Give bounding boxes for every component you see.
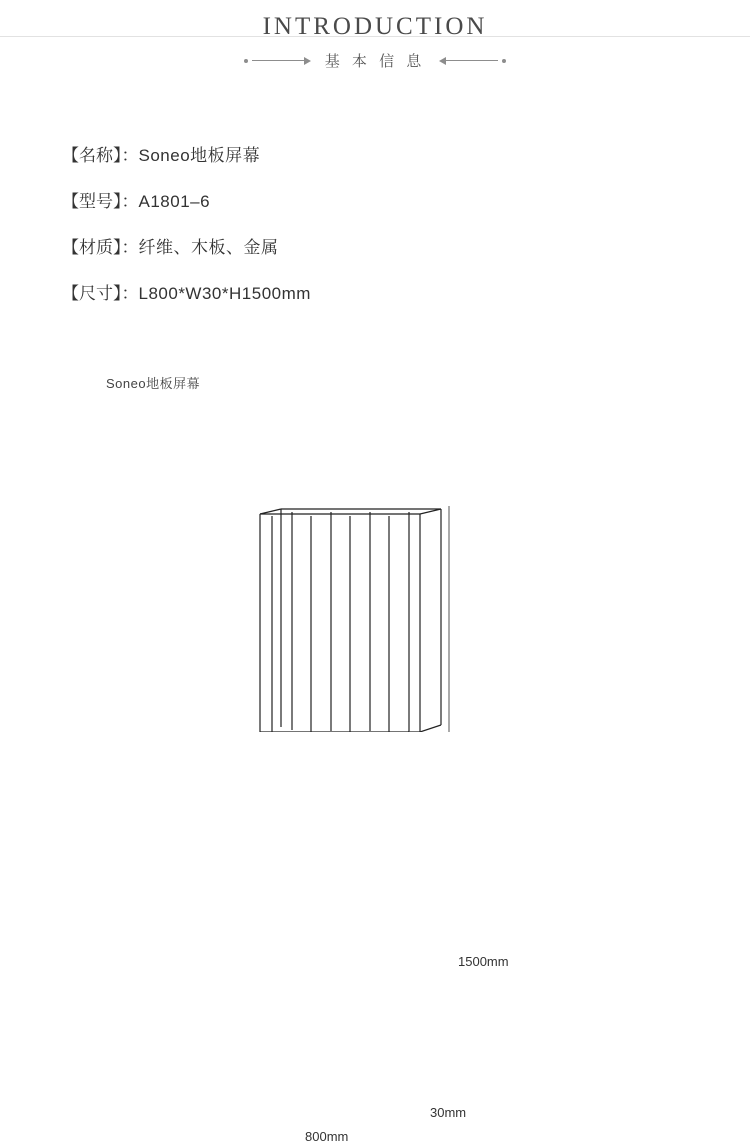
- rule-line: [446, 60, 498, 61]
- page-subtitle: 基 本 信 息: [324, 53, 426, 70]
- product-spec-list: [0, 133, 750, 317]
- spec-label-name: 【名称】：: [62, 146, 139, 165]
- screen-diagram-svg: [0, 402, 750, 732]
- dimension-label-width: 800mm: [305, 1129, 349, 1144]
- ornament-left: [240, 57, 311, 65]
- ornament-right: [439, 57, 510, 65]
- header-subtitle-row: [0, 50, 750, 71]
- spec-row-name: [62, 133, 750, 179]
- dimension-label-depth: 30mm: [430, 1105, 467, 1120]
- spec-value-material: 纤维、木板、金属: [138, 238, 279, 257]
- screen-top-right-depth: [420, 509, 441, 514]
- figure-caption: Soneo地板屏幕: [106, 376, 201, 391]
- screen-bottom-right-depth: [420, 725, 441, 732]
- spec-label-size: 【尺寸】：: [62, 284, 139, 303]
- dot-icon: [502, 59, 506, 63]
- product-line-drawing: [0, 402, 750, 1144]
- spec-value-name: Soneo地板屏幕: [138, 146, 261, 165]
- arrow-left-icon: [439, 57, 446, 65]
- spec-label-model: 【型号】：: [62, 192, 139, 211]
- spec-label-material: 【材质】：: [62, 238, 139, 257]
- spec-row-size: [62, 271, 750, 317]
- spec-row-model: [62, 179, 750, 225]
- dot-icon: [244, 59, 248, 63]
- page-header: [0, 0, 750, 71]
- page-title: INTRODUCTION: [262, 13, 488, 40]
- spec-value-size: L800*W30*H1500mm: [138, 284, 311, 303]
- spec-value-model: A1801–6: [138, 192, 211, 211]
- spec-row-material: [62, 225, 750, 271]
- screen-top-left-depth: [260, 509, 281, 514]
- dimension-label-height: 1500mm: [458, 954, 509, 969]
- rule-line: [252, 60, 304, 61]
- arrow-right-icon: [304, 57, 311, 65]
